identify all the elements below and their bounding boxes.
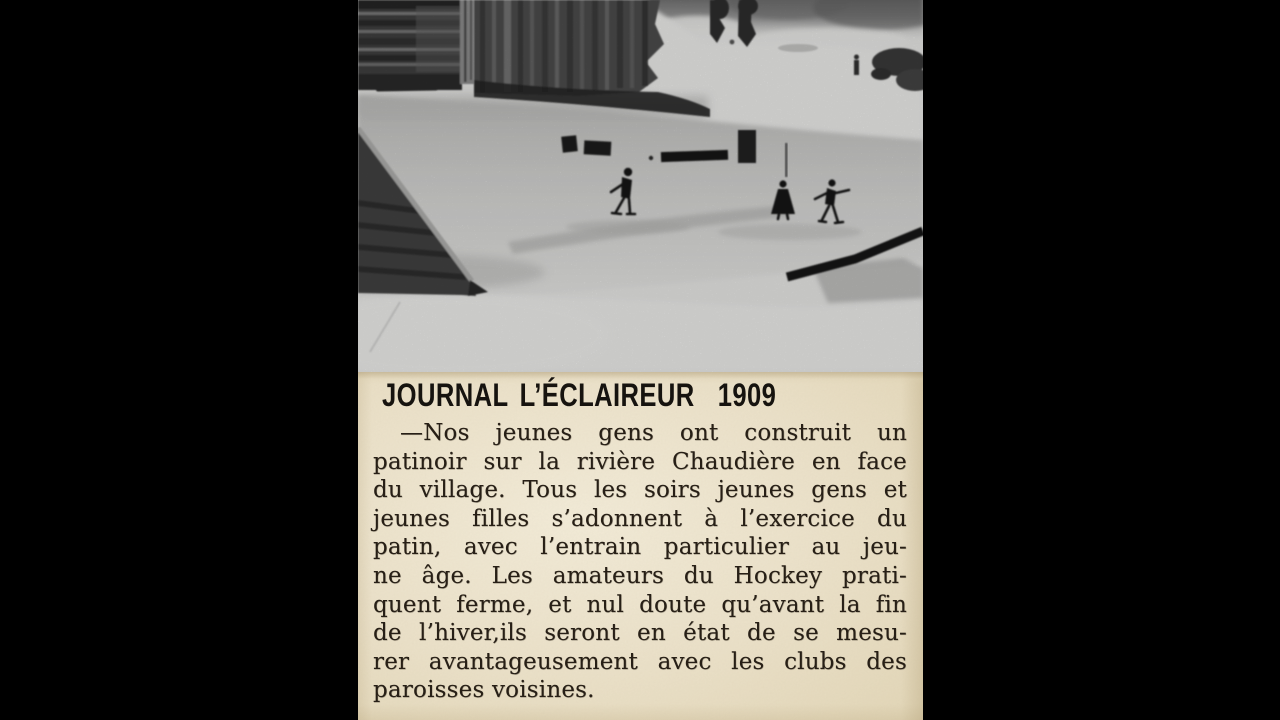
photo-canvas	[358, 0, 923, 372]
clipping-line: —Nos jeunes gens ont construit un	[400, 420, 907, 446]
clipping-line: quent ferme, et nul doute qu’avant la fin	[373, 591, 907, 618]
clipping-title: JOURNAL L’ÉCLAIREUR 1909	[382, 377, 777, 413]
clipping-line: patinoir sur la rivière Chaudière en face	[373, 448, 907, 475]
clipping-line: ne âge. Les amateurs du Hockey prati-	[373, 562, 907, 589]
clipping-line: rer avantageusement avec les clubs des	[373, 648, 907, 675]
letterbox-left	[0, 0, 358, 720]
film-grain-overlay	[358, 0, 923, 372]
historic-image	[358, 0, 923, 720]
clipping-line: patin, avec l’entrain particulier au jeu-	[373, 534, 907, 561]
newspaper-clipping	[358, 372, 923, 720]
skating-rink-photo	[358, 0, 923, 372]
clipping-line: jeunes filles s’adonnent à l’exercice du	[373, 505, 907, 532]
clipping-line: paroisses voisines.	[373, 677, 595, 704]
clipping-line: du village. Tous les soirs jeunes gens et	[373, 477, 907, 504]
letterbox-right	[923, 0, 1280, 720]
clipping-line: de l’hiver,ils seront en état de se mesu-	[373, 620, 907, 647]
clipping-body	[373, 419, 907, 705]
